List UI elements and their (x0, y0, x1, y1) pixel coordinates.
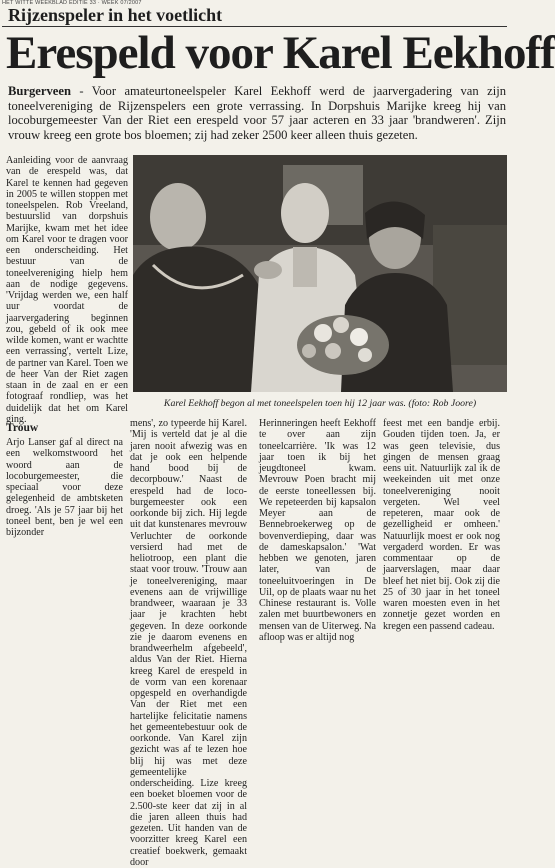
person-left-head (150, 183, 206, 251)
kicker-title: Rijzenspeler in het voetlicht (8, 5, 223, 25)
subhead-trouw: Trouw (6, 422, 39, 434)
left-column-text: Aanleiding voor de aanvraag van de erespeld was, dat Karel te kennen had gegeven in 2005 te willen stoppen met toneelspelen. Rob Vreeland, bestuurslid van dorpshuis Marijke, kwam met het idee om Karel voor te dragen voor een onderscheiding. Het bestuur van de toneelvereniging hielp hem aan de nodige gegevens. 'Vrijdag werden we, een half uur voordat de jaarvergadering beginnen zou, gebeld of ik ook mee wilde komen, want er wachtte een verrassing', vertelt Lize, de partner van Karel. Toen we de heer Van der Riet zagen staan in de zaal en er een fotograaf rondliep, was het duidelijk dat het om Karel ging. (6, 155, 128, 425)
article-intro (8, 84, 506, 142)
masthead: HET WITTE WEEKBLAD EDITIE 33 · WEEK 07/2007 (2, 0, 142, 6)
article-headline: Erespeld voor Karel Eekhoff (6, 27, 555, 79)
left-column-top (6, 155, 128, 425)
column-c (259, 418, 376, 643)
column-a-text: Arjo Lanser gaf al direct na een welkomstwoord het woord aan de locoburgemeester, die speciaal voor deze gelegenheid de ambtsketen droeg. 'Als je 57 jaar bij het toneel bent, ben je wel een bijzonder (6, 437, 123, 538)
column-d (383, 418, 500, 632)
column-b-text: mens', zo typeerde hij Karel. 'Mij is verteld dat je al die jaren nooit afwezig was en dat je ook een helpende hand bood bij de decorpbouw.' Naast de erespeld had de loco-burgemeester ook een oorkonde bij zich. Hij legde uit dat kunstenares mevrouw Verluchter de oorkonde versierd had met de heliotroop, een plant die staat voor trouw. 'Trouw aan je toneelvereniging, maar evenens aan de vrijwillige brandweer, waaraan je 33 jaar je krachten hebt gegeven. In deze oorkonde zie je daarom evenens en brandweerhelm afgebeeld', aldus Van der Riet. Hierna kreeg Karel de erespeld in de vorm van een korenaar opgespeld en overhandigde Van der Riet met een hartelijke felicitatie namens het gemeentebestuur ook de oorkonde. Van Karel zijn gezicht was af te lezen hoe blij hij was met deze gemeentelijke onderscheiding. Lize kreeg een boeket bloemen voor de 2.500-ste keer dat zij in al die jaren alleen thuis had gezeten. Uit handen van de voorzitter kreeg Karel een creatief boekwerk, gemaakt door (130, 418, 247, 868)
photo-illustration (133, 155, 507, 392)
person-center-head (281, 183, 329, 243)
article-photo (133, 155, 507, 392)
dateline-place: Burgerveen (8, 84, 71, 98)
column-a (6, 418, 123, 538)
column-b (130, 418, 247, 868)
intro-text: - Voor amateurtoneelspeler Karel Eekhoff werd de jaarvergadering van zijn toneelvereniging de Rijzenspelers een grote verrassing. In Dorpshuis Marijke kreeg hij van locoburgemeester Van der Riet een erespeld voor 57 jaar acteren en 33 jaar 'brandweren'. Zijn vrouw kreeg een grote bos bloemen; zij had zeker 2500 keer alleen thuis gezeten. (8, 84, 506, 142)
photo-caption: Karel Eekhoff begon al met toneelspelen toen hij 12 jaar was. (foto: Rob Joore) (163, 398, 477, 409)
flower-bouquet (297, 315, 389, 375)
column-d-text: feest met een bandje erbij. Gouden tijden toen. Ja, er was geen televisie, dus gingen de mensen graag eens uit. Natuurlijk zal ik de weekeinden uit met onze toneelvereniging nooit vergeten. Wel veel repeteren, maar ook de gezelligheid er omheen.' Natuurlijk moest er ook nog vergaderd worden. Er was commentaar op de jaarverslagen, maar daar bleef het niet bij. Ook zij die 25 of 30 jaar in het toneel waren moesten even in het zonnetje gezet worden en kregen een passend cadeau. (383, 418, 500, 632)
column-c-text: Herinneringen heeft Eekhoff te over aan zijn toneelcarrière. 'Ik was 12 jaar toen ik bij het jeugdtoneel kwam. Mevrouw Poen bracht mij de eerste toneellessen bij. We repeteerden bij kapsalon Meyer aan de Bennebroekerweg op de bovenverdieping, daar was de dameskapsalon.' 'Wat hebben we genoten, jaren later, van de toneeluitvoeringen in De Uil, op de plaats waar nu het Chinese restaurant is. Volle zalen met buurtbewoners en mensen van de Uiterweg. Na afloop was er altijd nog (259, 418, 376, 643)
